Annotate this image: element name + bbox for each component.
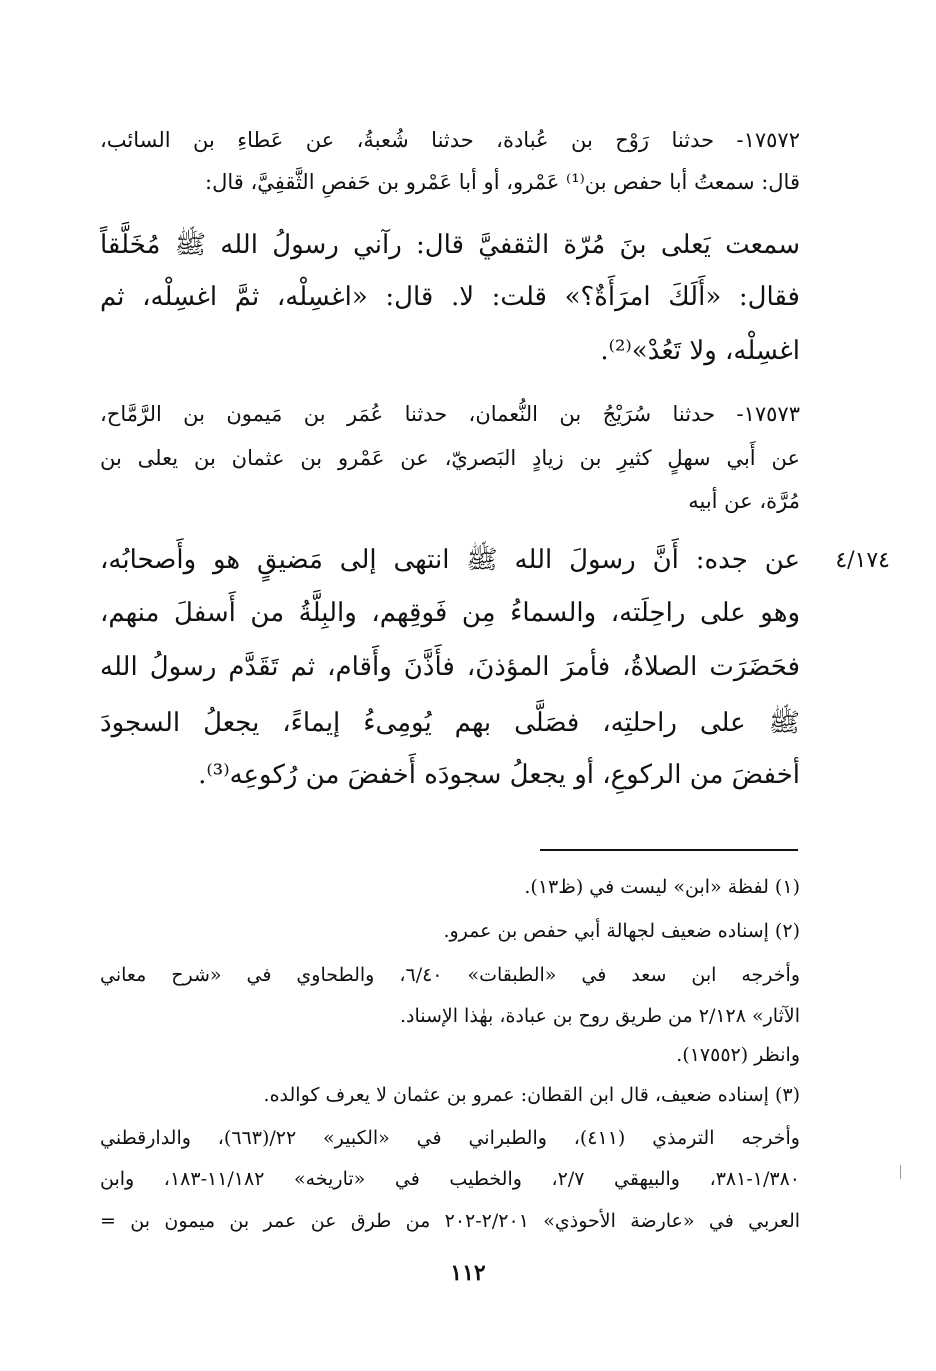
hadith-17572-isnad-line-1: ١٧٥٧٢- حدثنا رَوْح بن عُبادة، حدثنا شُعبةُ، عن عَطاءِ بن السائب، (100, 128, 800, 152)
hadith-17573-isnad-line-2: عن أَبي سهلٍ كثيرِ بن زيادٍ البَصريّ، عن عَمْرو بن عثمان بن يعلى بن (100, 446, 800, 470)
hadith-17573-matn-line-2: وهو على راحِلَته، والسماءُ مِن فَوقِهم، والبِلَّةُ من أَسفلَ منهم، (100, 598, 800, 628)
hadith-17573-matn-line-4: ﷺ على راحلتِه، فصَلَّى بهم يُومِىءُ إيماءً، يجعلُ السجودَ (100, 708, 800, 738)
page-number: ١١٢ (450, 1260, 486, 1286)
hadith-17573-matn-line-3: فحَضَرَت الصلاةُ، فأمرَ المؤذنَ، فأَذَّنَ وأَقام، ثم تَقَدَّم رسولُ الله (100, 652, 800, 682)
footnote-line: الآثار» ٢/١٢٨ من طريق روح بن عبادة، بهٰذا الإسناد. (399, 1005, 800, 1027)
footnote-separator (540, 849, 798, 851)
hadith-17573-isnad-line-1: ١٧٥٧٣- حدثنا سُرَيْجُ بن النُّعمان، حدثنا عُمَر بن مَيمون بن الرَّمَّاح، (100, 402, 800, 426)
footnote-line: وأخرجه الترمذي (٤١١)، والطبراني في «الكبير» ٢٢/(٦٦٣)، والدارقطني (100, 1127, 800, 1149)
margin-reference: ٤/١٧٤ (835, 548, 890, 573)
scan-mark (900, 1165, 901, 1179)
hadith-17573-isnad-line-3: مُرَّة، عن أبيه (688, 489, 800, 513)
hadith-17572-matn-line-1: سمعت يَعلى بنَ مُرّة الثقفيَّ قال: رآني رسولُ الله ﷺ مُخَلَّقاً (100, 230, 800, 260)
hadith-17572-isnad-line-2: قال: سمعتُ أبا حفص بن⁽¹⁾ عَمْرو، أو أبا عَمْرو بن حَفصِ الثَّقفِيَّ، قال: (205, 170, 800, 194)
footnote-line: (٣) إسناده ضعيف، قال ابن القطان: عمرو بن عثمان لا يعرف كوالده. (263, 1084, 800, 1106)
hadith-17572-matn-line-2: فقال: «أَلَكَ امرَأَةٌ؟» قلت: لا. قال: «اغسِلْه، ثمَّ اغسِلْه، ثم (100, 282, 800, 312)
hadith-17573-matn-line-5: أخفضَ من الركوعِ، أو يجعلُ سجودَه أَخفضَ من رُكوعِه⁽³⁾. (198, 760, 800, 790)
footnote-line: العربي في «عارضة الأحوذي» ٢/٢٠١-٢٠٢ من طرق عن عمر بن ميمون بن = (100, 1210, 801, 1232)
hadith-17573-matn-line-1: عن جده: أَنَّ رسولَ الله ﷺ انتهى إلى مَضيقٍ هو وأَصحابُه، (100, 545, 800, 575)
footnote-line: وأخرجه ابن سعد في «الطبقات» ٦/٤٠، والطحاوي في «شرح معاني (100, 964, 800, 986)
footnote-line: (١) لفظة «ابن» ليست في (ظ١٣). (524, 876, 800, 898)
footnote-line: وانظر (١٧٥٥٢). (676, 1044, 800, 1066)
footnote-line: ١/٣٨٠-٣٨١، والبيهقي ٢/٧، والخطيب في «تاريخه» ١١/١٨٢-١٨٣، وابن (100, 1168, 800, 1190)
footnote-line: (٢) إسناده ضعيف لجهالة أبي حفص بن عمرو. (443, 920, 800, 942)
hadith-17572-matn-line-3: اغسِلْه، ولا تَعُدْ»⁽²⁾. (600, 336, 800, 366)
